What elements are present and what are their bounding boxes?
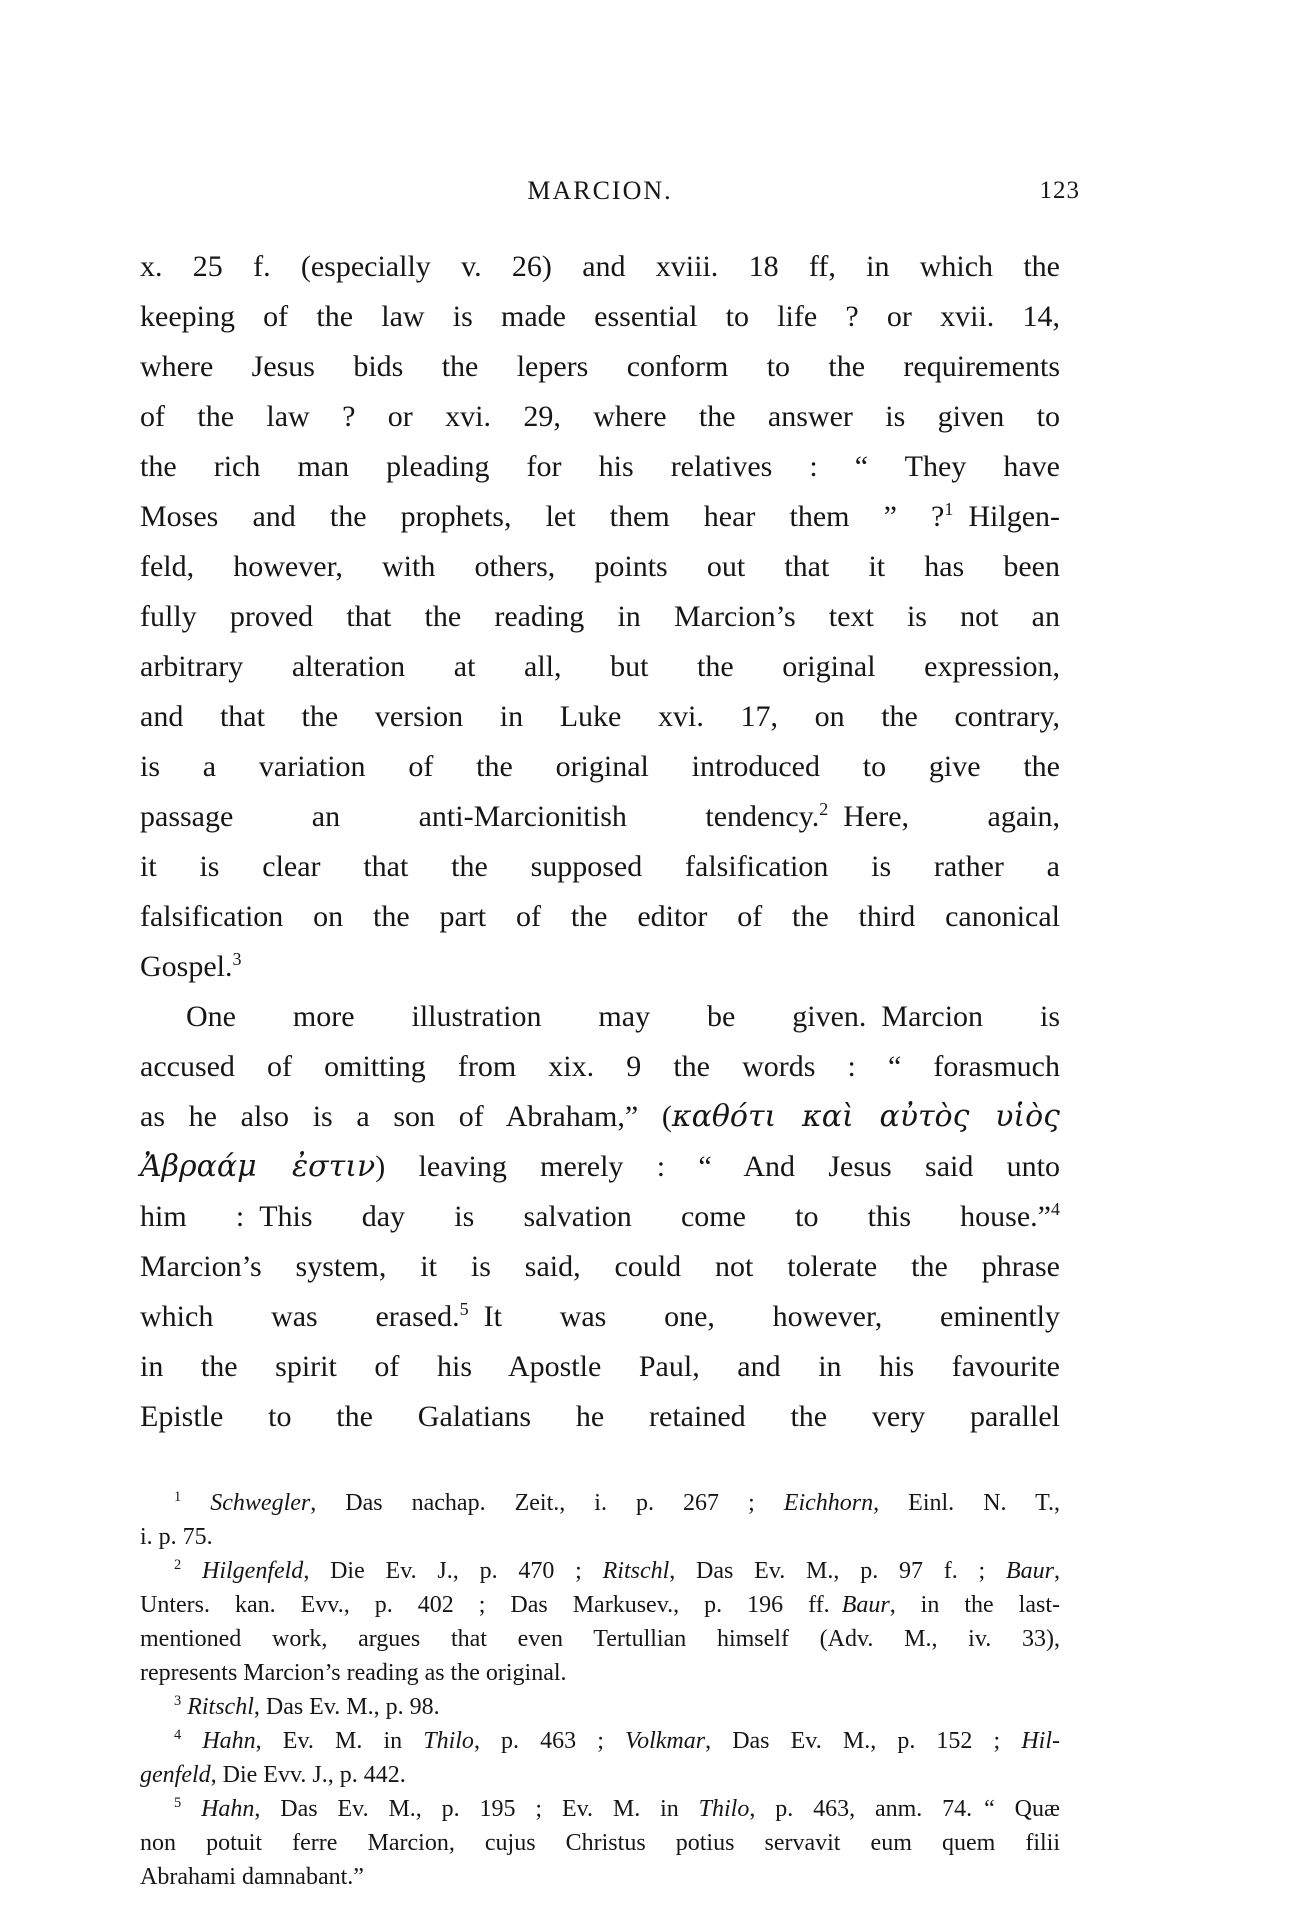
text-line: him : This day is salvation come to this house.”$^4$ xyxy=(140,1199,1060,1233)
text-line: i. p. 75. xyxy=(140,1524,213,1550)
text-line: where Jesus bids the lepers conform to the requirements xyxy=(140,350,1060,383)
text-line: Moses and the prophets, let them hear them ” ?$^1$ Hilgen- xyxy=(140,499,1060,533)
text-line: Unters. kan. Evv., p. 402 ; Das Markusev., p. 196 ff. Baur, in the last- xyxy=(140,1592,1060,1618)
text-line: passage an anti-Marcionitish tendency.$^2$ Here, again, xyxy=(140,799,1060,833)
footnote-5 xyxy=(140,1792,1060,1894)
footnote-marker: 5 xyxy=(459,1299,469,1319)
footnote-3 xyxy=(140,1690,1060,1724)
text-line: $^3$ Ritschl, Das Ev. M., p. 98. xyxy=(174,1693,440,1720)
text-line: of the law ? or xvi. 29, where the answer is given to xyxy=(140,400,1060,433)
running-title: MARCION. xyxy=(527,176,673,205)
footnote-marker: 5 xyxy=(174,1795,182,1811)
running-head xyxy=(140,176,1080,206)
text-line: accused of omitting from xix. 9 the words : “ forasmuch xyxy=(140,1050,1060,1083)
footnotes xyxy=(140,1486,1060,1894)
text-line: $^1$ Schwegler, Das nachap. Zeit., i. p. 267 ; Eichhorn, Einl. N. T., xyxy=(174,1489,1061,1516)
text-line: feld, however, with others, points out that it has been xyxy=(140,550,1060,583)
text-line: Abrahami damnabant.” xyxy=(140,1864,364,1890)
text-line: Epistle to the Galatians he retained the very parallel xyxy=(140,1400,1060,1433)
paragraph-1 xyxy=(140,242,1060,992)
text-line: non potuit ferre Marcion, cujus Christus potius servavit eum quem filii xyxy=(140,1830,1060,1856)
text-line: One more illustration may be given. Marcion is xyxy=(186,1000,1060,1033)
footnote-marker: 4 xyxy=(1051,1199,1060,1219)
text-line: it is clear that the supposed falsification is rather a xyxy=(140,850,1060,883)
greek-text: καθότι καὶ αὐτὸς υἱὸς xyxy=(671,1099,1060,1134)
text-line: Ἀβραάμ ἐστιν) leaving merely : “ And Jesus said unto xyxy=(140,1149,1061,1184)
footnote-2 xyxy=(140,1554,1060,1690)
footnote-marker: 3 xyxy=(174,1693,182,1709)
footnote-marker: 1 xyxy=(174,1489,182,1505)
text-line: represents Marcion’s reading as the original. xyxy=(140,1660,567,1686)
greek-text: Ἀβραάμ ἐστιν xyxy=(140,1149,376,1184)
text-line: $^5$ Hahn, Das Ev. M., p. 195 ; Ev. M. in Thilo, p. 463, anm. 74. “ Quæ xyxy=(174,1795,1061,1822)
footnote-marker: 4 xyxy=(174,1727,182,1743)
footnote-marker: 2 xyxy=(174,1557,182,1573)
text-line: falsification on the part of the editor of the third canonical xyxy=(140,900,1060,933)
text-line: fully proved that the reading in Marcion’s text is not an xyxy=(140,600,1060,633)
text-line: genfeld, Die Evv. J., p. 442. xyxy=(140,1762,406,1788)
text-line: as he also is a son of Abraham,” (καθότι καὶ αὐτὸς υἱὸς xyxy=(140,1099,1060,1134)
text-line: $^4$ Hahn, Ev. M. in Thilo, p. 463 ; Volkmar, Das Ev. M., p. 152 ; Hil- xyxy=(174,1727,1061,1754)
text-line: which was erased.$^5$ It was one, however, eminently xyxy=(140,1299,1060,1333)
text-line: the rich man pleading for his relatives : “ They have xyxy=(140,450,1060,483)
text-line: and that the version in Luke xvi. 17, on the contrary, xyxy=(140,700,1060,733)
footnote-marker: 2 xyxy=(819,799,829,819)
page-number: 123 xyxy=(1039,177,1080,204)
footnote-4 xyxy=(140,1724,1060,1792)
body-text xyxy=(140,242,1060,1442)
paragraph-2 xyxy=(140,992,1060,1442)
text-line: mentioned work, argues that even Tertullian himself (Adv. M., iv. 33), xyxy=(140,1626,1060,1652)
footnote-marker: 3 xyxy=(232,949,242,969)
text-line: arbitrary alteration at all, but the original expression, xyxy=(140,650,1060,683)
footnote-1 xyxy=(140,1486,1060,1554)
text-line: keeping of the law is made essential to life ? or xvii. 14, xyxy=(140,300,1060,333)
text-line: is a variation of the original introduced to give the xyxy=(140,750,1060,783)
text-line: x. 25 f. (especially v. 26) and xviii. 18 ff, in which the xyxy=(140,250,1060,283)
text-line: in the spirit of his Apostle Paul, and in his favourite xyxy=(140,1350,1060,1383)
text-line: Gospel.$^3$ xyxy=(140,949,242,983)
footnote-marker: 1 xyxy=(944,499,954,519)
text-line: $^2$ Hilgenfeld, Die Ev. J., p. 470 ; Ritschl, Das Ev. M., p. 97 f. ; Baur, xyxy=(174,1557,1061,1584)
text-line: Marcion’s system, it is said, could not tolerate the phrase xyxy=(140,1250,1060,1283)
